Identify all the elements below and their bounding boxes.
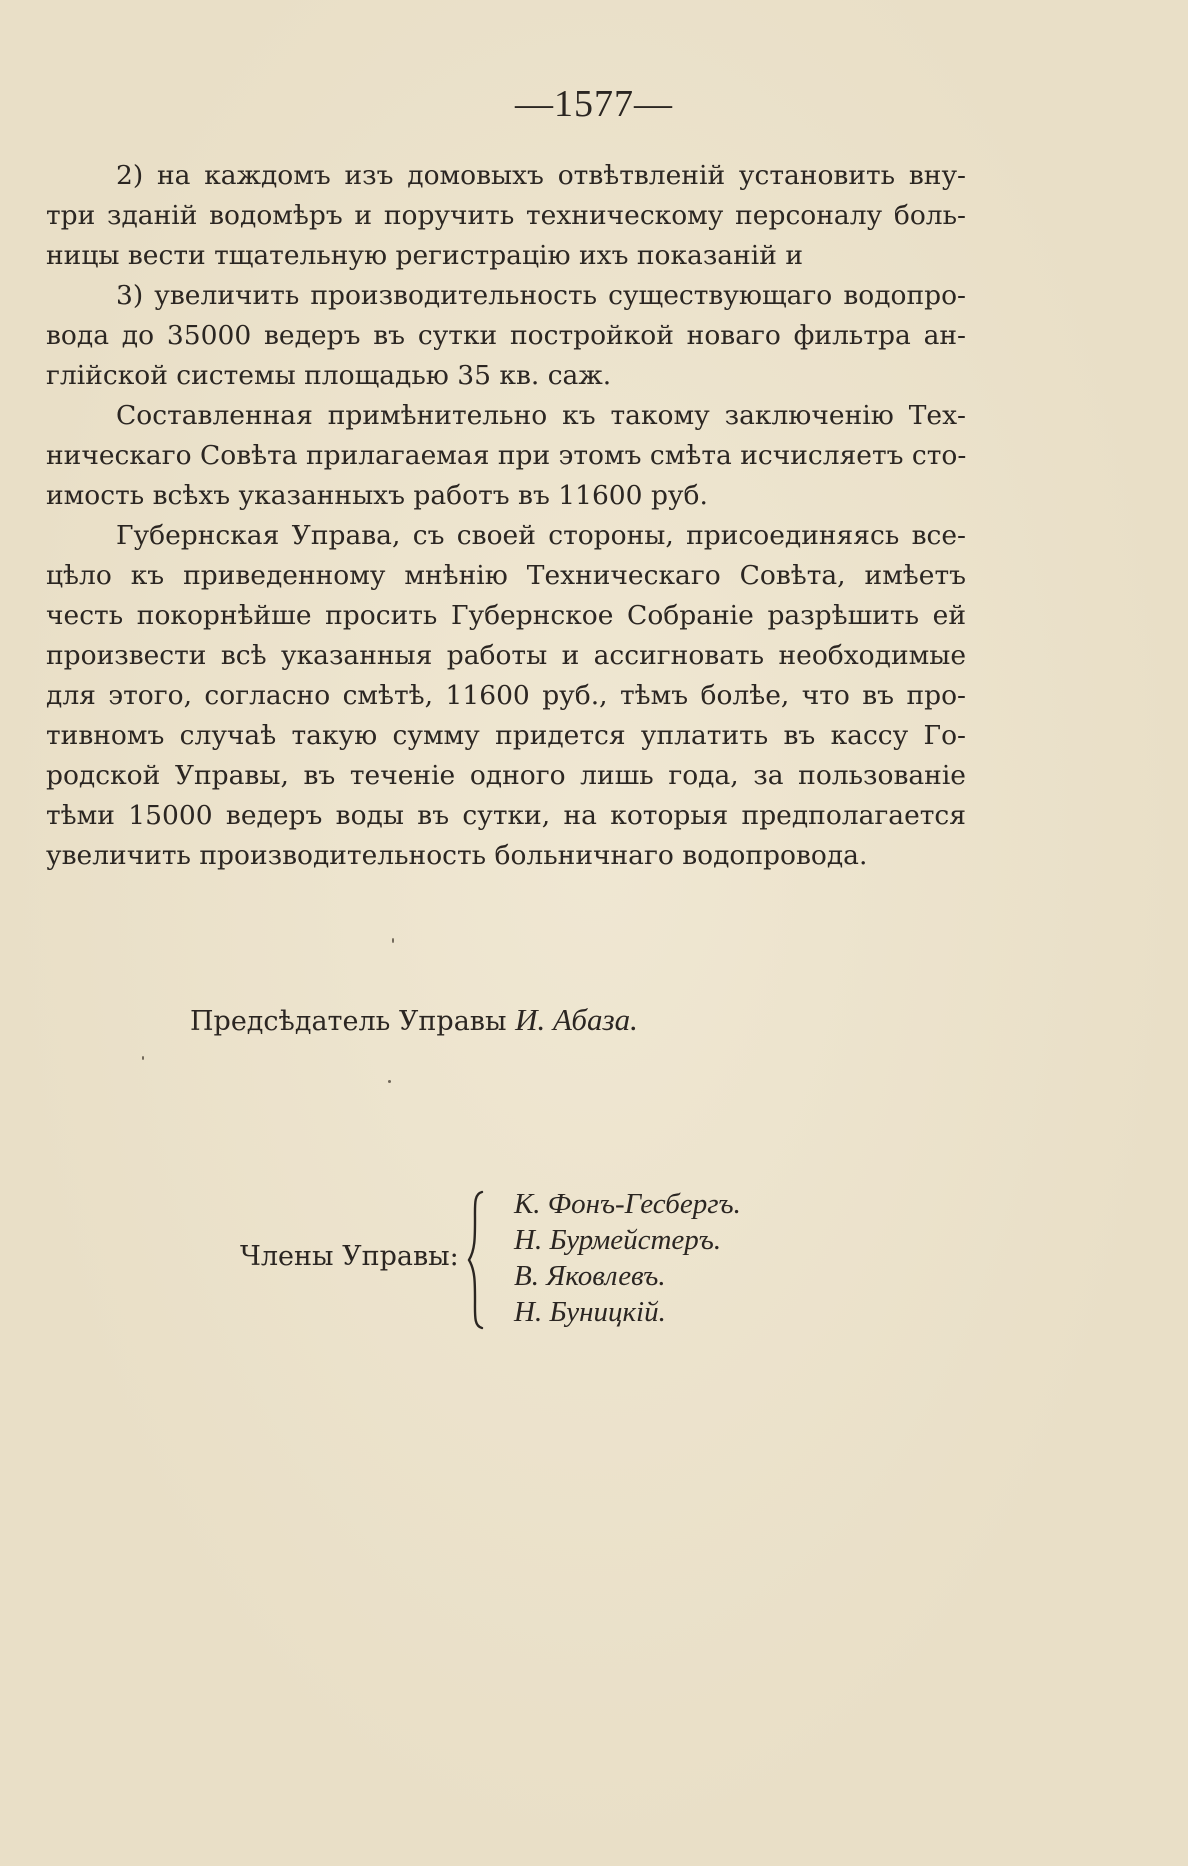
chairman-name: И. Абаза.: [515, 1002, 638, 1037]
body-line: 2) на каждомъ изъ домовыхъ отвѣтвленій установить вну-: [116, 160, 966, 191]
body-line: произвести всѣ указанныя работы и ассигновать необходимые: [46, 640, 966, 671]
chairman-title: Предсѣдатель Управы: [190, 1006, 516, 1037]
body-line: увеличить производительность больничнаго водопровода.: [46, 840, 868, 871]
body-line: родской Управы, въ теченіе одного лишь года, за пользованіе: [46, 760, 966, 791]
members-label: Члены Управы:: [240, 1241, 459, 1272]
body-line: 3) увеличить производительность существующаго водопро-: [116, 280, 966, 311]
paper-speck: [392, 938, 394, 943]
body-line: глійской системы площадью 35 кв. саж.: [46, 360, 612, 391]
member-name: В. Яковлевъ.: [514, 1260, 666, 1292]
body-line: три зданій водомѣръ и поручить техническому персоналу боль-: [46, 200, 966, 231]
body-line: ническаго Совѣта прилагаемая при этомъ смѣта исчисляетъ сто-: [46, 440, 967, 471]
member-name: К. Фонъ-Гесбергъ.: [514, 1188, 741, 1220]
body-line: для этого, согласно смѣтѣ, 11600 руб., тѣмъ болѣе, что въ про-: [46, 680, 966, 711]
chairman-signature: [190, 1002, 638, 1038]
body-line: вода до 35000 ведеръ въ сутки постройкой новаго фильтра ан-: [46, 320, 966, 351]
body-line: имость всѣхъ указанныхъ работъ въ 11600 руб.: [46, 480, 708, 511]
body-text: [46, 156, 966, 876]
body-line: честь покорнѣйше просить Губернское Собраніе разрѣшить ей: [46, 600, 966, 631]
body-line: Губернская Управа, съ своей стороны, присоединяясь все-: [116, 520, 966, 551]
member-name: Н. Бурмейстеръ.: [514, 1224, 722, 1256]
body-line: тѣми 15000 ведеръ воды въ сутки, на которыя предполагается: [46, 800, 966, 831]
curly-brace-icon: [466, 1190, 488, 1330]
member-name: Н. Буницкій.: [514, 1296, 666, 1328]
members-list: [514, 1186, 741, 1330]
page-number: —1577—: [515, 83, 673, 125]
body-line: тивномъ случаѣ такую сумму придется уплатить въ кассу Го-: [46, 720, 966, 751]
body-line: цѣло къ приведенному мнѣнію Техническаго Совѣта, имѣетъ: [46, 560, 966, 591]
body-line: Составленная примѣнительно къ такому заключенію Тех-: [116, 400, 966, 431]
paper-speck: [388, 1080, 391, 1083]
paper-speck: [142, 1056, 144, 1060]
body-line: ницы вести тщательную регистрацію ихъ показаній и: [46, 240, 803, 271]
